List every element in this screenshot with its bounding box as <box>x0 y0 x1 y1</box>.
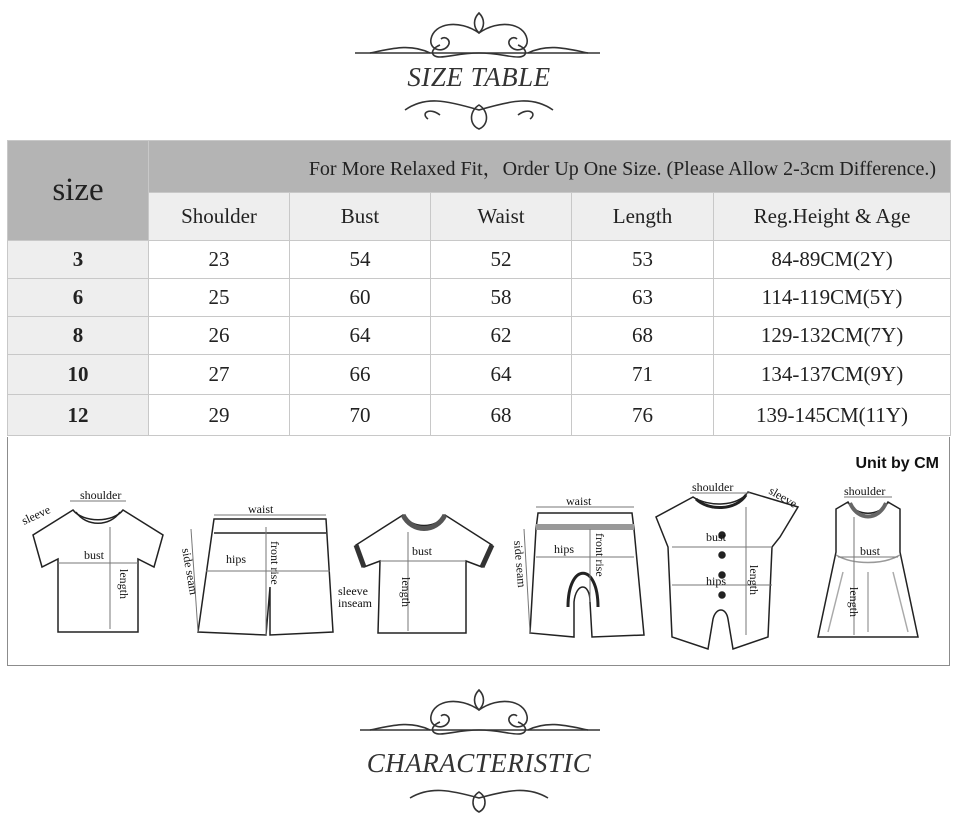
cell-waist: 64 <box>431 355 572 395</box>
label-bust: bust <box>84 548 105 562</box>
fit-note: For More Relaxed Fit，Order Up One Size. (Please Allow 2-3cm Difference.) <box>149 141 951 193</box>
column-header-height-age: Reg.Height & Age <box>714 193 951 241</box>
cell-length: 53 <box>572 241 714 279</box>
characteristic-title: CHARACTERISTIC <box>366 748 592 778</box>
label-bust: bust <box>412 544 433 558</box>
dress-icon <box>818 502 918 637</box>
label-hips: hips <box>226 552 247 566</box>
garment-illustrations <box>8 437 949 665</box>
label-sleeve-inseam-1: sleeve <box>338 584 368 598</box>
row-size-label: 10 <box>8 355 149 395</box>
label-length: length <box>117 569 131 599</box>
size-header: size <box>8 141 149 241</box>
label-hips: hips <box>554 542 575 556</box>
label-bust: bust <box>706 530 727 544</box>
cell-bust: 70 <box>290 395 431 436</box>
romper-icon <box>656 492 798 649</box>
raglan-tee-icon <box>356 515 492 633</box>
label-length: length <box>399 577 413 607</box>
label-sleeve: sleeve <box>766 483 800 511</box>
cell-waist: 62 <box>431 317 572 355</box>
cell-bust: 60 <box>290 279 431 317</box>
label-shoulder: shoulder <box>844 484 886 498</box>
cell-height-age: 114-119CM(5Y) <box>714 279 951 317</box>
cell-length: 71 <box>572 355 714 395</box>
label-front-rise: front rise <box>593 533 607 577</box>
label-side-seam: side seam <box>179 547 201 596</box>
row-size-label: 12 <box>8 395 149 436</box>
label-length: length <box>847 587 861 617</box>
cell-shoulder: 26 <box>149 317 290 355</box>
label-hips: hips <box>706 574 727 588</box>
row-size-label: 8 <box>8 317 149 355</box>
label-waist: waist <box>248 502 274 516</box>
label-shoulder: shoulder <box>692 480 734 494</box>
table-row <box>8 241 951 279</box>
column-header-shoulder: Shoulder <box>149 193 290 241</box>
label-waist: waist <box>566 494 592 508</box>
table-row <box>8 279 951 317</box>
cell-shoulder: 23 <box>149 241 290 279</box>
row-size-label: 6 <box>8 279 149 317</box>
cell-waist: 52 <box>431 241 572 279</box>
cell-length: 63 <box>572 279 714 317</box>
cell-height-age: 134-137CM(9Y) <box>714 355 951 395</box>
cell-bust: 64 <box>290 317 431 355</box>
cell-length: 76 <box>572 395 714 436</box>
cell-height-age: 139-145CM(11Y) <box>714 395 951 436</box>
label-sleeve: sleeve <box>19 502 53 528</box>
column-header-bust: Bust <box>290 193 431 241</box>
cell-height-age: 84-89CM(2Y) <box>714 241 951 279</box>
cell-shoulder: 29 <box>149 395 290 436</box>
label-length: length <box>747 565 761 595</box>
table-row <box>8 317 951 355</box>
cell-shoulder: 25 <box>149 279 290 317</box>
cell-waist: 58 <box>431 279 572 317</box>
unit-label: Unit by CM <box>855 455 939 472</box>
label-side-seam: side seam <box>511 540 530 589</box>
label-front-rise: front rise <box>268 541 282 585</box>
measurement-diagrams <box>7 437 950 666</box>
column-header-length: Length <box>572 193 714 241</box>
cell-shoulder: 27 <box>149 355 290 395</box>
cell-bust: 54 <box>290 241 431 279</box>
size-table <box>7 140 951 436</box>
label-sleeve-inseam-2: inseam <box>338 596 372 610</box>
column-header-waist: Waist <box>431 193 572 241</box>
table-row <box>8 355 951 395</box>
cell-waist: 68 <box>431 395 572 436</box>
cell-length: 68 <box>572 317 714 355</box>
size-table-title: SIZE TABLE <box>407 62 551 92</box>
label-shoulder: shoulder <box>80 488 122 502</box>
cell-height-age: 129-132CM(7Y) <box>714 317 951 355</box>
row-size-label: 3 <box>8 241 149 279</box>
cell-bust: 66 <box>290 355 431 395</box>
label-bust: bust <box>860 544 881 558</box>
shorts-leg-icon <box>530 513 644 637</box>
tshirt-icon <box>33 510 163 632</box>
table-row <box>8 395 951 436</box>
